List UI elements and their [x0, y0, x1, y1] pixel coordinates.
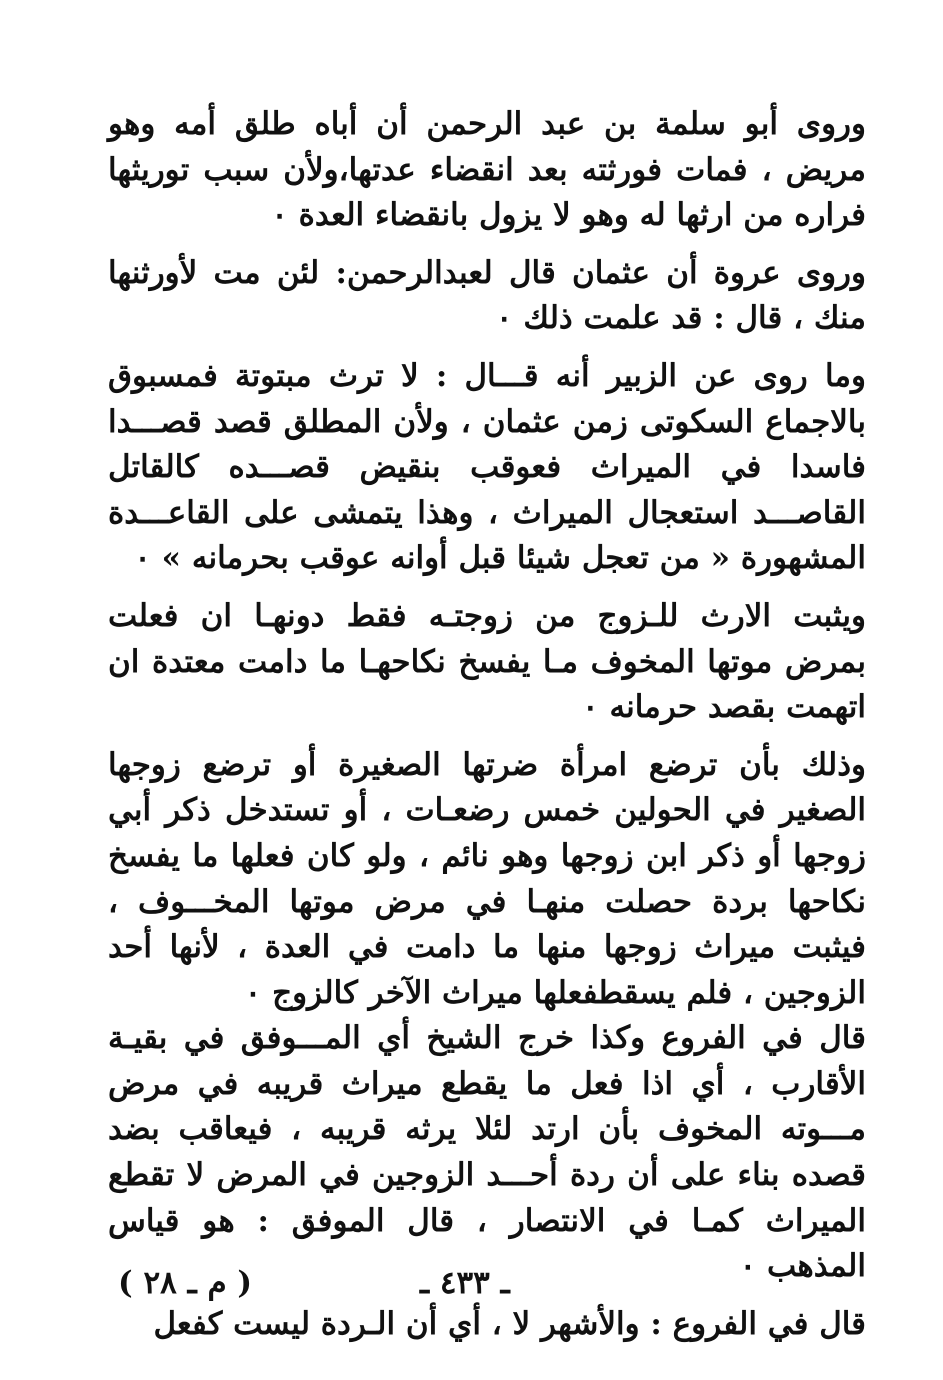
paragraph-furu-relatives: قال في الفروع وكذا خرج الشيخ أي المـــوفق في بقيـة الأقارب ، أي اذا فعل ما يقطع ميراث قريبه في مرض مـــوته المخوف بأن ارتد لئلا يرثه قريبه ، فيعاقب بضد قصده بناء على أن ردة أحـــد الزوجين في المرض لا تقطع الميراث كمـا في الانتصار ، قال الموفق : هو قياس المذهب ٠ — [108, 1020, 866, 1285]
paragraph-urwa: وروى عروة أن عثمان قال لعبدالرحمن: لئن مت لأورثنها منك ، قال : قد علمت ذلك ٠ — [108, 254, 866, 337]
paragraph-nursing-example: وذلك بأن ترضع امرأة ضرتها الصغيرة أو ترضع زوجها الصغير في الحولين خمس رضعـات ، أو تستدخل ذكر أبي زوجها أو ذكر ابن زوجها وهو نائم ، ولو كان فعلها ما يفسخ نكاحها بردة حصلت منهـا في مرض موتها المخـــوف ، فيثبت ميراث زوجها منها ما دامت في العدة ، لأنها أحد الزوجين ، فلم يسقطفعلها ميراث الآخر كالزوج ٠ — [108, 746, 866, 1011]
paragraph-zubair: وما روى عن الزبير أنه قـــال : لا ترث مبتوتة فمسبوق بالاجماع السكوتى زمن عثمان ، ولأن المطلق قصد قصـــدا فاسدا في الميراث فعوقب بنقيض قصـــده كالقاتل القاصـــد استعجال الميراث ، وهذا يتمشى على القاعـــدة المشهورة « من تعجل شيئا قبل أوانه عوقب بحرمانه » ٠ — [108, 357, 866, 577]
paragraph-furu-ashhar: قال في الفروع : والأشهر لا ، أي أن الـردة ليست كفعل — [153, 1305, 866, 1342]
paragraph-husband-inheritance: ويثبت الارث للـزوج من زوجتـه فقط دونهـا ان فعلت بمرض موتها المخوف مـا يفسخ نكاحهـا ما دامت معتدة ان اتهمت بقصد حرمانه ٠ — [108, 597, 866, 726]
paragraph-abu-salama: وروى أبو سلمة بن عبد الرحمن أن أباه طلق أمه وهو مريض ، فمات فورثته بعد انقضاء عدتها،ولأن سبب توريثها فراره من ارثها له وهو لا يزول بانقضاء العدة ٠ — [108, 106, 866, 234]
page-number: ـ ٤٣٣ ـ — [420, 1265, 510, 1301]
part-marker: ( م ـ ٢٨ ) — [118, 1265, 253, 1301]
page-footer — [0, 1258, 943, 1308]
body-text — [108, 102, 866, 1347]
